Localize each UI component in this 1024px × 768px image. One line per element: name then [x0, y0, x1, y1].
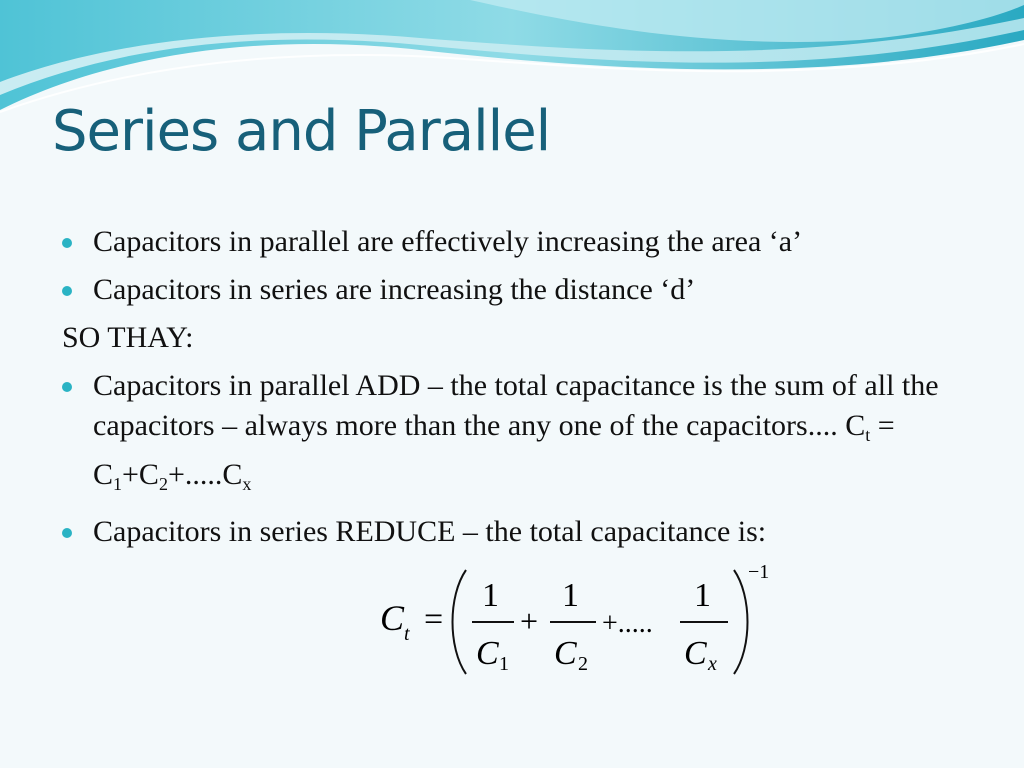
formula-text: +.....C — [167, 458, 243, 491]
bullet-item — [62, 512, 982, 552]
formula-lhs-subscript: t — [404, 623, 410, 645]
subscript: x — [242, 474, 252, 494]
bullet-icon — [62, 238, 72, 248]
slide-content — [62, 222, 982, 560]
subscript: 2 — [158, 474, 168, 494]
ellipsis: +..... — [602, 608, 653, 639]
bullet-text: Capacitors in series are increasing the distance ‘d’ — [93, 273, 696, 306]
plain-text-line: SO THAY: — [62, 321, 194, 354]
denominator-subscript: 1 — [499, 653, 509, 675]
numerator: 1 — [562, 577, 579, 614]
bullet-icon — [62, 382, 72, 392]
formula-text: +C — [122, 458, 159, 491]
plus-sign: + — [520, 603, 539, 639]
subscript: t — [865, 425, 871, 445]
bullet-text: Capacitors in series REDUCE – the total capacitance is: — [93, 515, 767, 548]
denominator: C — [554, 635, 577, 672]
bullet-text: Capacitors in parallel ADD – the total capacitance is the sum of all the capacitors – always more than the any one of the capacitors.... C — [93, 369, 939, 442]
slide-title: Series and Parallel — [52, 99, 551, 164]
bullet-item — [62, 366, 982, 504]
denominator-subscript: x — [708, 653, 717, 675]
formula-text: = C — [93, 409, 895, 491]
equals-sign: = — [424, 601, 444, 638]
bullet-icon — [62, 286, 72, 296]
exponent: −1 — [748, 561, 770, 583]
series-capacitance-formula — [378, 556, 778, 686]
subscript: 1 — [113, 474, 123, 494]
numerator: 1 — [482, 577, 499, 614]
denominator-subscript: 2 — [578, 653, 588, 675]
left-paren — [453, 570, 467, 674]
denominator: C — [684, 635, 707, 672]
bullet-item — [62, 222, 982, 262]
bullet-icon — [62, 528, 72, 538]
formula-lhs: C — [380, 598, 405, 638]
bullet-item — [62, 270, 982, 310]
numerator: 1 — [694, 577, 711, 614]
bullet-text: Capacitors in parallel are effectively increasing the area ‘a’ — [93, 225, 803, 258]
denominator: C — [476, 635, 499, 672]
right-paren — [734, 570, 748, 674]
